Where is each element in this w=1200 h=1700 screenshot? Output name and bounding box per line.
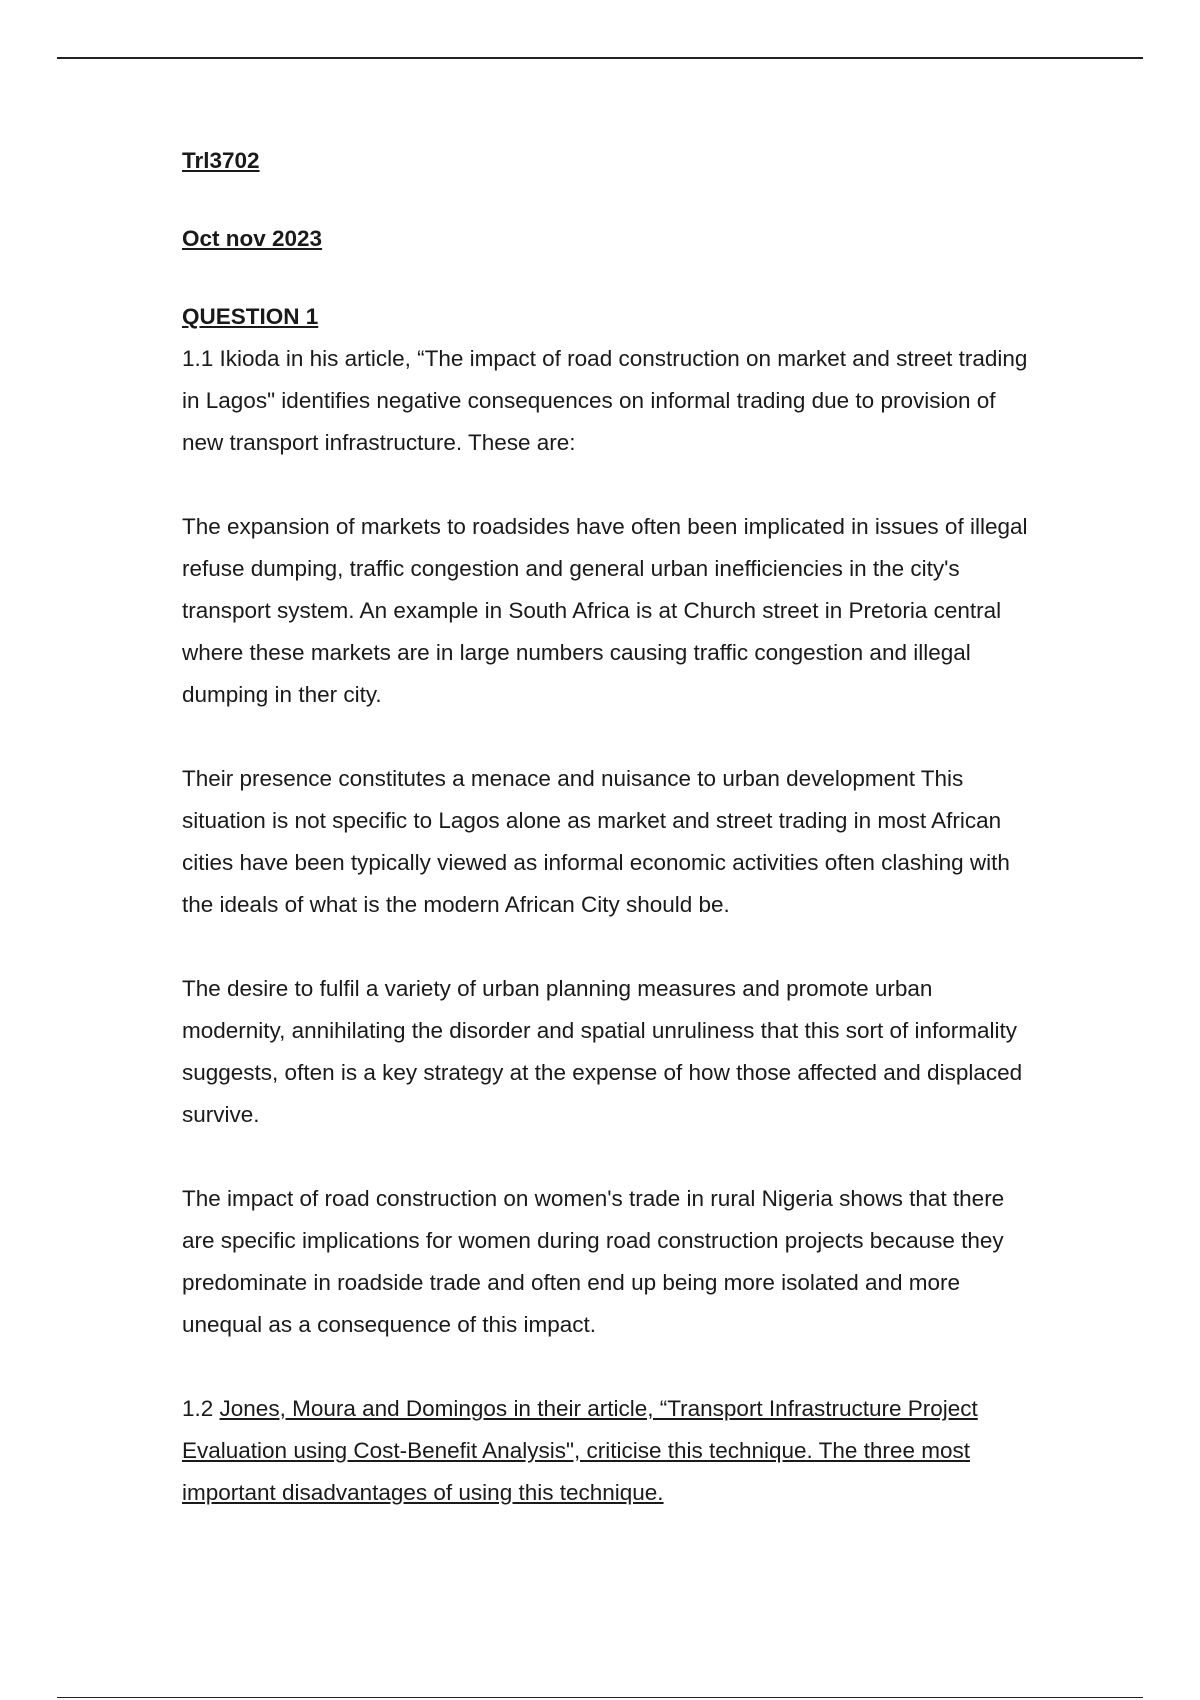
top-rule [57, 57, 1143, 59]
question-1-2-text: Jones, Moura and Domingos in their article, “Transport Infrastructure Project Evaluation using Cost-Benefit Analysis", criticise this technique. The three most important disadvantages of using this technique. [182, 1396, 978, 1505]
paragraph-1: The expansion of markets to roadsides have often been implicated in issues of illegal refuse dumping, traffic congestion and general urban inefficiencies in the city's transport system. An example in South Africa is at Church street in Pretoria central where these markets are in large numbers causing traffic congestion and illegal dumping in ther city. [182, 514, 1028, 707]
question-1-2-number: 1.2 [182, 1396, 220, 1421]
paragraph-2: Their presence constitutes a menace and nuisance to urban development This situation is not specific to Lagos alone as market and street trading in most African cities have been typically viewed as informal economic activities often clashing with the ideals of what is the modern African City should be. [182, 766, 1010, 917]
question-1-1: 1.1 Ikioda in his article, “The impact of road construction on market and street trading in Lagos" identifies negative consequences on informal trading due to provision of new transport infrastructure. These are: [182, 346, 1028, 455]
exam-session: Oct nov 2023 [182, 226, 323, 251]
bottom-rule [57, 1697, 1143, 1698]
question-heading: QUESTION 1 [182, 304, 319, 329]
paragraph-4: The impact of road construction on women's trade in rural Nigeria shows that there are specific implications for women during road construction projects because they predominate in roadside trade and often end up being more isolated and more unequal as a consequence of this impact. [182, 1186, 1005, 1337]
document-body [182, 140, 1032, 1514]
course-code: Trl3702 [182, 148, 260, 173]
question-1-2 [182, 1388, 1032, 1514]
paragraph-3: The desire to fulfil a variety of urban planning measures and promote urban modernity, annihilating the disorder and spatial unruliness that this sort of informality suggests, often is a key strategy at the expense of how those affected and displaced survive. [182, 976, 1023, 1127]
